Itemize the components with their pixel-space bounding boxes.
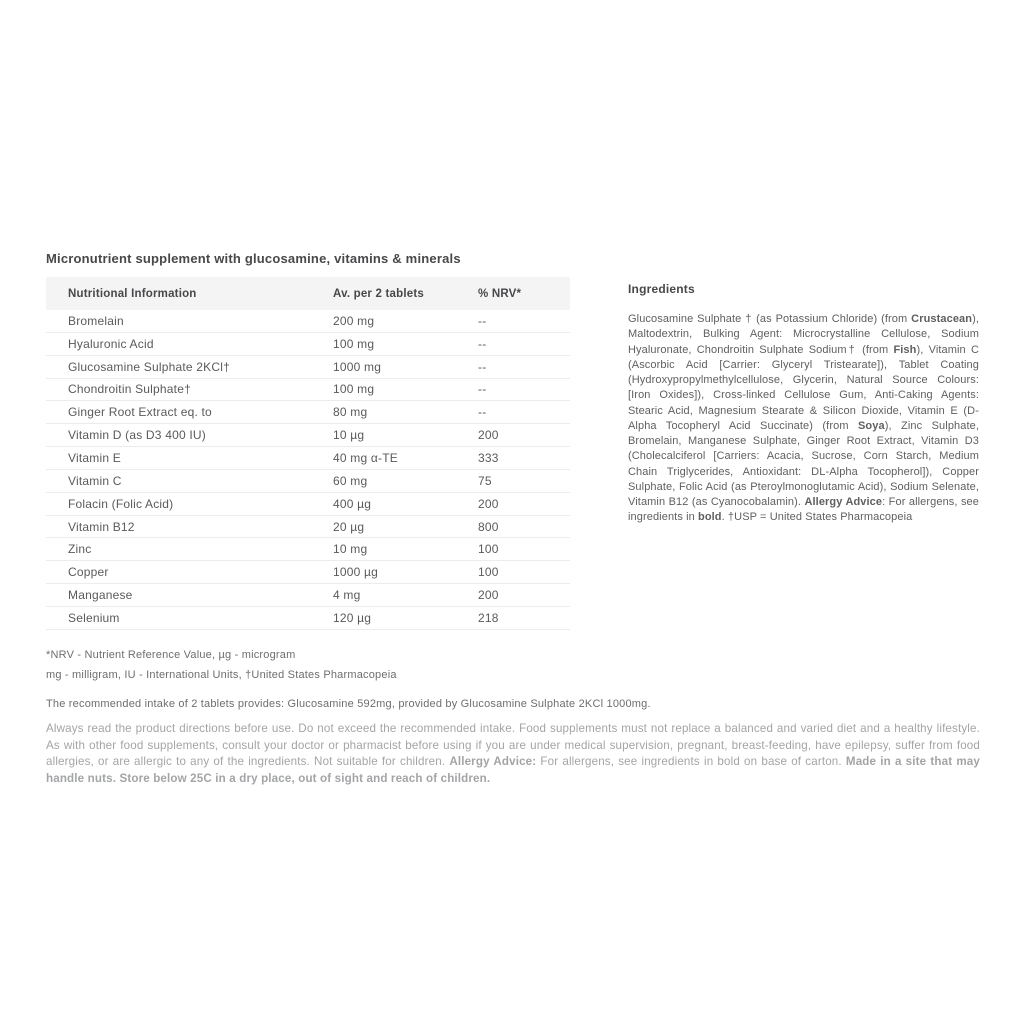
table-cell-name: Hyaluronic Acid xyxy=(68,336,154,351)
table-row xyxy=(46,516,570,539)
bold-text-segment: Allergy Advice xyxy=(804,496,883,508)
footnote-units-definition: mg - milligram, IU - International Units, †United States Pharmacopeia xyxy=(46,669,397,681)
table-cell-nrv: 800 xyxy=(478,519,499,534)
table-cell-nrv: 200 xyxy=(478,588,499,603)
table-cell-name: Vitamin B12 xyxy=(68,519,135,534)
nutrition-table-header xyxy=(46,277,570,310)
table-cell-nrv: -- xyxy=(478,382,487,397)
table-cell-amount: 80 mg xyxy=(333,405,368,420)
text-segment: ), Vitamin C (Ascorbic Acid [Carrier: Glyceryl Tristearate]), Tablet Coating (Hydroxypropylmethylcellulose, Glycerin, Natural Source Colours: [Iron Oxides]), Cross-linked Cellulose Gum, Anti-Caking Agents: Stearic Acid, Magnesium Stearate & Silicon Dioxide, Vitamin E (D-Alpha Tocopheryl Acid Succinate) (from xyxy=(628,343,979,432)
table-cell-name: Chondroitin Sulphate† xyxy=(68,382,191,397)
nutrition-table xyxy=(46,277,570,630)
bold-text-segment: Made in a site that may handle nuts. Store below 25C in a dry place, out of sight and reach of children. xyxy=(46,755,980,785)
table-row xyxy=(46,310,570,333)
table-cell-name: Vitamin E xyxy=(68,450,121,465)
table-cell-nrv: -- xyxy=(478,336,487,351)
table-row xyxy=(46,607,570,630)
table-row xyxy=(46,470,570,493)
table-cell-nrv: 100 xyxy=(478,542,499,557)
page-title: Micronutrient supplement with glucosamine, vitamins & minerals xyxy=(46,251,461,266)
column-header-nutritional-information: Nutritional Information xyxy=(68,287,197,300)
table-cell-name: Copper xyxy=(68,565,109,580)
text-segment: For allergens, see ingredients in bold on base of carton. xyxy=(536,755,846,769)
intake-note: The recommended intake of 2 tablets provides: Glucosamine 592mg, provided by Glucosamine Sulphate 2KCl 1000mg. xyxy=(46,698,651,710)
table-row xyxy=(46,379,570,402)
table-cell-nrv: -- xyxy=(478,359,487,374)
bold-text-segment: Allergy Advice: xyxy=(449,755,537,769)
column-header-av-per-2-tablets: Av. per 2 tablets xyxy=(333,287,424,300)
ingredients-text xyxy=(628,312,979,526)
table-cell-amount: 1000 mg xyxy=(333,359,382,374)
table-row xyxy=(46,447,570,470)
table-cell-nrv: 218 xyxy=(478,610,499,625)
table-cell-name: Vitamin D (as D3 400 IU) xyxy=(68,428,206,443)
table-cell-amount: 200 mg xyxy=(333,313,375,328)
table-cell-nrv: 200 xyxy=(478,496,499,511)
table-row xyxy=(46,538,570,561)
table-cell-amount: 120 µg xyxy=(333,610,372,625)
table-row xyxy=(46,356,570,379)
text-segment: Glucosamine Sulphate † (as Potassium Chloride) (from xyxy=(628,313,912,325)
table-cell-amount: 10 mg xyxy=(333,542,368,557)
table-cell-name: Vitamin C xyxy=(68,473,122,488)
table-cell-nrv: 100 xyxy=(478,565,499,580)
table-cell-nrv: 333 xyxy=(478,450,499,465)
text-segment: . †USP = United States Pharmacopeia xyxy=(721,511,913,524)
table-row xyxy=(46,424,570,447)
table-cell-nrv: 75 xyxy=(478,473,492,488)
table-row xyxy=(46,584,570,607)
table-cell-nrv: 200 xyxy=(478,428,499,443)
table-cell-amount: 100 mg xyxy=(333,382,375,397)
table-row xyxy=(46,401,570,424)
table-cell-name: Ginger Root Extract eq. to xyxy=(68,405,212,420)
text-segment: : For allergens, see ingredients in xyxy=(628,496,979,524)
table-cell-name: Glucosamine Sulphate 2KCl† xyxy=(68,359,230,374)
text-segment: Always read the product directions before use. Do not exceed the recommended intake. Food supplements must not replace a balanced and varied diet and a healthy lifestyle. As with other food supplements, consult your doctor or pharmacist before using if you are under medical supervision, pregnant, breast-feeding, have epilepsy, suffer from food allergies, or are allergic to any of the ingredients. Not suitable for children. xyxy=(46,722,980,769)
bold-text-segment: Soya xyxy=(858,419,885,432)
bold-text-segment: bold xyxy=(698,511,722,524)
text-segment: ), Maltodextrin, Bulking Agent: Microcrystalline Cellulose, Sodium Hyaluronate, Chondroitin Sulphate Sodium† (from xyxy=(628,313,979,356)
footnote-nrv-definition: *NRV - Nutrient Reference Value, µg - microgram xyxy=(46,649,296,661)
nutrition-table-body xyxy=(46,310,570,630)
table-cell-amount: 1000 µg xyxy=(333,565,379,580)
table-cell-name: Selenium xyxy=(68,610,120,625)
table-row xyxy=(46,561,570,584)
table-row xyxy=(46,493,570,516)
table-row xyxy=(46,333,570,356)
table-cell-nrv: -- xyxy=(478,313,487,328)
table-cell-name: Manganese xyxy=(68,588,133,603)
disclaimer-text xyxy=(46,721,980,787)
table-cell-amount: 60 mg xyxy=(333,473,368,488)
table-cell-amount: 10 µg xyxy=(333,428,365,443)
bold-text-segment: Crustacean xyxy=(911,313,973,325)
table-cell-name: Zinc xyxy=(68,542,92,557)
bold-text-segment: Fish xyxy=(893,343,917,356)
table-cell-amount: 100 mg xyxy=(333,336,375,351)
ingredients-heading: Ingredients xyxy=(628,282,695,296)
table-cell-amount: 20 µg xyxy=(333,519,365,534)
table-cell-name: Bromelain xyxy=(68,313,124,328)
text-segment: ), Zinc Sulphate, Bromelain, Manganese Sulphate, Ginger Root Extract, Vitamin D3 (Cholecalciferol [Carriers: Acacia, Sucrose, Corn Starch, Medium Chain Triglycerides, Antioxidant: DL-Alpha Tocopherol]), Copper Sulphate, Folic Acid (as Pteroylmonoglutamic Acid), Sodium Selenate, Vitamin B12 (as Cyanocobalamin). xyxy=(628,419,979,508)
table-cell-name: Folacin (Folic Acid) xyxy=(68,496,174,511)
table-cell-amount: 400 µg xyxy=(333,496,372,511)
table-cell-nrv: -- xyxy=(478,405,487,420)
table-cell-amount: 40 mg α-TE xyxy=(333,450,398,465)
column-header-nrv: % NRV* xyxy=(478,287,522,300)
table-cell-amount: 4 mg xyxy=(333,588,361,603)
